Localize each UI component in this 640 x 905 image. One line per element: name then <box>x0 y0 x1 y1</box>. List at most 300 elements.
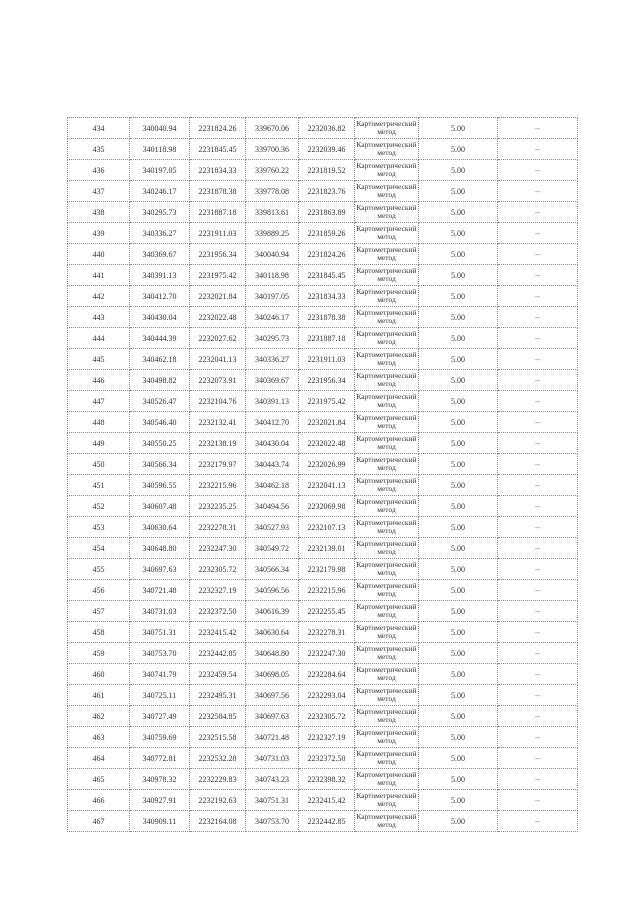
accuracy-cell: 5.00 <box>419 769 498 790</box>
x-coordinate-2-cell: 340721.48 <box>246 727 299 748</box>
point-number-cell: 450 <box>68 454 130 475</box>
y-coordinate-2-cell: 2232026.99 <box>299 454 355 475</box>
table-row <box>68 244 578 265</box>
table-row <box>68 181 578 202</box>
x-coordinate-cell: 340725.11 <box>130 685 190 706</box>
x-coordinate-cell: 340412.70 <box>130 286 190 307</box>
accuracy-cell: 5.00 <box>419 412 498 433</box>
x-coordinate-cell: 340526.47 <box>130 391 190 412</box>
accuracy-cell: 5.00 <box>419 685 498 706</box>
y-coordinate-2-cell: 2232039.46 <box>299 139 355 160</box>
y-coordinate-cell: 2232138.19 <box>190 433 246 454</box>
table-row <box>68 433 578 454</box>
y-coordinate-cell: 2232305.72 <box>190 559 246 580</box>
y-coordinate-cell: 2232495.31 <box>190 685 246 706</box>
point-number-cell: 447 <box>68 391 130 412</box>
x-coordinate-cell: 340909.11 <box>130 811 190 832</box>
y-coordinate-cell: 2232179.97 <box>190 454 246 475</box>
y-coordinate-2-cell: 2232372.50 <box>299 748 355 769</box>
method-cell: Картометрический метод <box>355 790 419 811</box>
y-coordinate-cell: 2232327.19 <box>190 580 246 601</box>
accuracy-cell: 5.00 <box>419 538 498 559</box>
point-number-cell: 438 <box>68 202 130 223</box>
y-coordinate-cell: 2232021.84 <box>190 286 246 307</box>
x-coordinate-2-cell: 340443.74 <box>246 454 299 475</box>
method-cell: Картометрический метод <box>355 748 419 769</box>
method-cell: Картометрический метод <box>355 643 419 664</box>
y-coordinate-2-cell: 2231863.89 <box>299 202 355 223</box>
accuracy-cell: 5.00 <box>419 223 498 244</box>
method-cell: Картометрический метод <box>355 118 419 139</box>
accuracy-cell: 5.00 <box>419 622 498 643</box>
point-number-cell: 454 <box>68 538 130 559</box>
y-coordinate-2-cell: 2232278.31 <box>299 622 355 643</box>
method-cell: Картометрический метод <box>355 307 419 328</box>
note-cell: -- <box>498 580 578 601</box>
y-coordinate-2-cell: 2232215.96 <box>299 580 355 601</box>
table-row <box>68 412 578 433</box>
note-cell: -- <box>498 769 578 790</box>
note-cell: -- <box>498 685 578 706</box>
note-cell: -- <box>498 202 578 223</box>
table-row <box>68 496 578 517</box>
table-row <box>68 139 578 160</box>
method-cell: Картометрический метод <box>355 475 419 496</box>
accuracy-cell: 5.00 <box>419 202 498 223</box>
table-row <box>68 643 578 664</box>
coordinates-table <box>67 117 578 832</box>
table-row <box>68 559 578 580</box>
accuracy-cell: 5.00 <box>419 517 498 538</box>
note-cell: -- <box>498 433 578 454</box>
method-cell: Картометрический метод <box>355 706 419 727</box>
accuracy-cell: 5.00 <box>419 559 498 580</box>
y-coordinate-cell: 2231824.26 <box>190 118 246 139</box>
note-cell: -- <box>498 370 578 391</box>
y-coordinate-2-cell: 2232293.04 <box>299 685 355 706</box>
x-coordinate-cell: 340246.17 <box>130 181 190 202</box>
note-cell: -- <box>498 664 578 685</box>
x-coordinate-2-cell: 339760.22 <box>246 160 299 181</box>
x-coordinate-cell: 340721.48 <box>130 580 190 601</box>
y-coordinate-2-cell: 2232021.84 <box>299 412 355 433</box>
point-number-cell: 446 <box>68 370 130 391</box>
accuracy-cell: 5.00 <box>419 391 498 412</box>
accuracy-cell: 5.00 <box>419 454 498 475</box>
y-coordinate-2-cell: 2231819.52 <box>299 160 355 181</box>
y-coordinate-cell: 2232073.91 <box>190 370 246 391</box>
note-cell: -- <box>498 601 578 622</box>
y-coordinate-2-cell: 2232036.82 <box>299 118 355 139</box>
x-coordinate-2-cell: 340753.70 <box>246 811 299 832</box>
x-coordinate-cell: 340607.48 <box>130 496 190 517</box>
point-number-cell: 436 <box>68 160 130 181</box>
point-number-cell: 456 <box>68 580 130 601</box>
table-row <box>68 160 578 181</box>
x-coordinate-cell: 340927.91 <box>130 790 190 811</box>
y-coordinate-cell: 2231975.42 <box>190 265 246 286</box>
x-coordinate-2-cell: 339889.25 <box>246 223 299 244</box>
accuracy-cell: 5.00 <box>419 244 498 265</box>
note-cell: -- <box>498 643 578 664</box>
note-cell: -- <box>498 160 578 181</box>
x-coordinate-cell: 340040.94 <box>130 118 190 139</box>
y-coordinate-2-cell: 2231823.76 <box>299 181 355 202</box>
table-row <box>68 538 578 559</box>
y-coordinate-cell: 2232504.85 <box>190 706 246 727</box>
y-coordinate-cell: 2232459.54 <box>190 664 246 685</box>
accuracy-cell: 5.00 <box>419 370 498 391</box>
y-coordinate-cell: 2231878.38 <box>190 181 246 202</box>
y-coordinate-cell: 2232235.25 <box>190 496 246 517</box>
y-coordinate-cell: 2232532.28 <box>190 748 246 769</box>
y-coordinate-cell: 2232415.42 <box>190 622 246 643</box>
y-coordinate-cell: 2232229.83 <box>190 769 246 790</box>
accuracy-cell: 5.00 <box>419 328 498 349</box>
x-coordinate-2-cell: 340698.05 <box>246 664 299 685</box>
point-number-cell: 451 <box>68 475 130 496</box>
x-coordinate-2-cell: 340648.80 <box>246 643 299 664</box>
x-coordinate-cell: 340741.79 <box>130 664 190 685</box>
point-number-cell: 437 <box>68 181 130 202</box>
accuracy-cell: 5.00 <box>419 433 498 454</box>
y-coordinate-cell: 2232132.41 <box>190 412 246 433</box>
note-cell: -- <box>498 265 578 286</box>
x-coordinate-2-cell: 340391.13 <box>246 391 299 412</box>
note-cell: -- <box>498 391 578 412</box>
y-coordinate-cell: 2232164.08 <box>190 811 246 832</box>
x-coordinate-cell: 340759.69 <box>130 727 190 748</box>
x-coordinate-2-cell: 340731.03 <box>246 748 299 769</box>
x-coordinate-2-cell: 340527.93 <box>246 517 299 538</box>
x-coordinate-cell: 340630.64 <box>130 517 190 538</box>
x-coordinate-2-cell: 339670.06 <box>246 118 299 139</box>
note-cell: -- <box>498 622 578 643</box>
y-coordinate-2-cell: 2231824.26 <box>299 244 355 265</box>
table-row <box>68 475 578 496</box>
table-row <box>68 202 578 223</box>
table-body <box>68 118 578 832</box>
note-cell: -- <box>498 790 578 811</box>
x-coordinate-cell: 340462.18 <box>130 349 190 370</box>
method-cell: Картометрический метод <box>355 433 419 454</box>
point-number-cell: 443 <box>68 307 130 328</box>
point-number-cell: 459 <box>68 643 130 664</box>
note-cell: -- <box>498 475 578 496</box>
table-row <box>68 370 578 391</box>
y-coordinate-cell: 2231887.18 <box>190 202 246 223</box>
x-coordinate-2-cell: 340697.56 <box>246 685 299 706</box>
x-coordinate-cell: 340118.98 <box>130 139 190 160</box>
x-coordinate-cell: 340596.55 <box>130 475 190 496</box>
table-row <box>68 517 578 538</box>
y-coordinate-2-cell: 2232069.98 <box>299 496 355 517</box>
y-coordinate-cell: 2232041.13 <box>190 349 246 370</box>
method-cell: Картометрический метод <box>355 265 419 286</box>
note-cell: -- <box>498 727 578 748</box>
x-coordinate-2-cell: 340616.39 <box>246 601 299 622</box>
point-number-cell: 452 <box>68 496 130 517</box>
accuracy-cell: 5.00 <box>419 139 498 160</box>
method-cell: Картометрический метод <box>355 244 419 265</box>
method-cell: Картометрический метод <box>355 139 419 160</box>
note-cell: -- <box>498 244 578 265</box>
point-number-cell: 442 <box>68 286 130 307</box>
table-row <box>68 580 578 601</box>
y-coordinate-2-cell: 2231911.03 <box>299 349 355 370</box>
point-number-cell: 460 <box>68 664 130 685</box>
x-coordinate-cell: 340430.04 <box>130 307 190 328</box>
y-coordinate-2-cell: 2232107.13 <box>299 517 355 538</box>
note-cell: -- <box>498 496 578 517</box>
x-coordinate-cell: 340391.13 <box>130 265 190 286</box>
point-number-cell: 458 <box>68 622 130 643</box>
y-coordinate-2-cell: 2232022.48 <box>299 433 355 454</box>
y-coordinate-2-cell: 2232442.85 <box>299 811 355 832</box>
accuracy-cell: 5.00 <box>419 748 498 769</box>
x-coordinate-cell: 340566.34 <box>130 454 190 475</box>
method-cell: Картометрический метод <box>355 202 419 223</box>
note-cell: -- <box>498 307 578 328</box>
method-cell: Картометрический метод <box>355 559 419 580</box>
note-cell: -- <box>498 412 578 433</box>
method-cell: Картометрический метод <box>355 685 419 706</box>
x-coordinate-cell: 340753.70 <box>130 643 190 664</box>
x-coordinate-2-cell: 340462.18 <box>246 475 299 496</box>
accuracy-cell: 5.00 <box>419 727 498 748</box>
accuracy-cell: 5.00 <box>419 580 498 601</box>
point-number-cell: 449 <box>68 433 130 454</box>
x-coordinate-2-cell: 340751.31 <box>246 790 299 811</box>
note-cell: -- <box>498 139 578 160</box>
y-coordinate-2-cell: 2231859.26 <box>299 223 355 244</box>
table-row <box>68 118 578 139</box>
x-coordinate-2-cell: 340630.64 <box>246 622 299 643</box>
accuracy-cell: 5.00 <box>419 286 498 307</box>
y-coordinate-2-cell: 2232247.30 <box>299 643 355 664</box>
note-cell: -- <box>498 181 578 202</box>
table-row <box>68 265 578 286</box>
x-coordinate-cell: 340772.81 <box>130 748 190 769</box>
point-number-cell: 445 <box>68 349 130 370</box>
table-row <box>68 349 578 370</box>
y-coordinate-2-cell: 2231956.34 <box>299 370 355 391</box>
table-row <box>68 685 578 706</box>
x-coordinate-2-cell: 340549.72 <box>246 538 299 559</box>
x-coordinate-cell: 340978.32 <box>130 769 190 790</box>
point-number-cell: 439 <box>68 223 130 244</box>
accuracy-cell: 5.00 <box>419 790 498 811</box>
method-cell: Картометрический метод <box>355 811 419 832</box>
point-number-cell: 467 <box>68 811 130 832</box>
x-coordinate-2-cell: 340743.23 <box>246 769 299 790</box>
accuracy-cell: 5.00 <box>419 643 498 664</box>
y-coordinate-2-cell: 2232305.72 <box>299 706 355 727</box>
table-row <box>68 307 578 328</box>
accuracy-cell: 5.00 <box>419 496 498 517</box>
method-cell: Картометрический метод <box>355 391 419 412</box>
table-row <box>68 727 578 748</box>
note-cell: -- <box>498 328 578 349</box>
y-coordinate-2-cell: 2231845.45 <box>299 265 355 286</box>
note-cell: -- <box>498 811 578 832</box>
x-coordinate-2-cell: 340697.63 <box>246 706 299 727</box>
method-cell: Картометрический метод <box>355 349 419 370</box>
x-coordinate-cell: 340731.03 <box>130 601 190 622</box>
method-cell: Картометрический метод <box>355 622 419 643</box>
y-coordinate-2-cell: 2231887.18 <box>299 328 355 349</box>
note-cell: -- <box>498 223 578 244</box>
accuracy-cell: 5.00 <box>419 664 498 685</box>
table-row <box>68 328 578 349</box>
accuracy-cell: 5.00 <box>419 811 498 832</box>
y-coordinate-2-cell: 2232327.19 <box>299 727 355 748</box>
y-coordinate-2-cell: 2231975.42 <box>299 391 355 412</box>
y-coordinate-2-cell: 2231834.33 <box>299 286 355 307</box>
y-coordinate-cell: 2232278.31 <box>190 517 246 538</box>
accuracy-cell: 5.00 <box>419 706 498 727</box>
point-number-cell: 463 <box>68 727 130 748</box>
y-coordinate-2-cell: 2232041.13 <box>299 475 355 496</box>
y-coordinate-cell: 2231956.34 <box>190 244 246 265</box>
note-cell: -- <box>498 706 578 727</box>
table-row <box>68 748 578 769</box>
point-number-cell: 440 <box>68 244 130 265</box>
note-cell: -- <box>498 454 578 475</box>
x-coordinate-cell: 340648.80 <box>130 538 190 559</box>
method-cell: Картометрический метод <box>355 580 419 601</box>
note-cell: -- <box>498 118 578 139</box>
point-number-cell: 434 <box>68 118 130 139</box>
y-coordinate-2-cell: 2232415.42 <box>299 790 355 811</box>
method-cell: Картометрический метод <box>355 328 419 349</box>
method-cell: Картометрический метод <box>355 286 419 307</box>
x-coordinate-2-cell: 340369.67 <box>246 370 299 391</box>
y-coordinate-cell: 2232022.48 <box>190 307 246 328</box>
x-coordinate-2-cell: 340430.04 <box>246 433 299 454</box>
y-coordinate-cell: 2231845.45 <box>190 139 246 160</box>
table-row <box>68 286 578 307</box>
x-coordinate-cell: 340336.27 <box>130 223 190 244</box>
y-coordinate-2-cell: 2232139.01 <box>299 538 355 559</box>
x-coordinate-cell: 340550.25 <box>130 433 190 454</box>
table-row <box>68 391 578 412</box>
x-coordinate-cell: 340197.05 <box>130 160 190 181</box>
point-number-cell: 464 <box>68 748 130 769</box>
point-number-cell: 444 <box>68 328 130 349</box>
x-coordinate-2-cell: 340412.70 <box>246 412 299 433</box>
point-number-cell: 455 <box>68 559 130 580</box>
y-coordinate-2-cell: 2231878.38 <box>299 307 355 328</box>
x-coordinate-cell: 340546.40 <box>130 412 190 433</box>
y-coordinate-2-cell: 2232179.98 <box>299 559 355 580</box>
x-coordinate-cell: 340444.39 <box>130 328 190 349</box>
table-row <box>68 622 578 643</box>
x-coordinate-cell: 340751.31 <box>130 622 190 643</box>
x-coordinate-2-cell: 340494.56 <box>246 496 299 517</box>
method-cell: Картометрический метод <box>355 370 419 391</box>
table-row <box>68 454 578 475</box>
y-coordinate-cell: 2232515.58 <box>190 727 246 748</box>
method-cell: Картометрический метод <box>355 727 419 748</box>
x-coordinate-2-cell: 339813.61 <box>246 202 299 223</box>
note-cell: -- <box>498 538 578 559</box>
accuracy-cell: 5.00 <box>419 265 498 286</box>
y-coordinate-2-cell: 2232398.32 <box>299 769 355 790</box>
y-coordinate-cell: 2232027.62 <box>190 328 246 349</box>
method-cell: Картометрический метод <box>355 412 419 433</box>
accuracy-cell: 5.00 <box>419 181 498 202</box>
x-coordinate-2-cell: 340040.94 <box>246 244 299 265</box>
x-coordinate-2-cell: 340197.05 <box>246 286 299 307</box>
y-coordinate-2-cell: 2232255.45 <box>299 601 355 622</box>
table-row <box>68 811 578 832</box>
point-number-cell: 453 <box>68 517 130 538</box>
y-coordinate-cell: 2232442.85 <box>190 643 246 664</box>
method-cell: Картометрический метод <box>355 496 419 517</box>
table-row <box>68 601 578 622</box>
y-coordinate-cell: 2231834.33 <box>190 160 246 181</box>
table-row <box>68 769 578 790</box>
y-coordinate-2-cell: 2232284.64 <box>299 664 355 685</box>
point-number-cell: 466 <box>68 790 130 811</box>
note-cell: -- <box>498 349 578 370</box>
accuracy-cell: 5.00 <box>419 118 498 139</box>
x-coordinate-cell: 340498.82 <box>130 370 190 391</box>
point-number-cell: 461 <box>68 685 130 706</box>
accuracy-cell: 5.00 <box>419 601 498 622</box>
accuracy-cell: 5.00 <box>419 307 498 328</box>
y-coordinate-cell: 2231911.03 <box>190 223 246 244</box>
method-cell: Картометрический метод <box>355 664 419 685</box>
x-coordinate-cell: 340697.63 <box>130 559 190 580</box>
method-cell: Картометрический метод <box>355 454 419 475</box>
x-coordinate-2-cell: 340566.34 <box>246 559 299 580</box>
x-coordinate-2-cell: 340246.17 <box>246 307 299 328</box>
point-number-cell: 465 <box>68 769 130 790</box>
method-cell: Картометрический метод <box>355 601 419 622</box>
accuracy-cell: 5.00 <box>419 475 498 496</box>
accuracy-cell: 5.00 <box>419 160 498 181</box>
note-cell: -- <box>498 559 578 580</box>
method-cell: Картометрический метод <box>355 538 419 559</box>
point-number-cell: 457 <box>68 601 130 622</box>
y-coordinate-cell: 2232215.96 <box>190 475 246 496</box>
x-coordinate-cell: 340369.67 <box>130 244 190 265</box>
x-coordinate-2-cell: 339700.36 <box>246 139 299 160</box>
x-coordinate-2-cell: 340596.56 <box>246 580 299 601</box>
x-coordinate-2-cell: 340295.73 <box>246 328 299 349</box>
point-number-cell: 435 <box>68 139 130 160</box>
x-coordinate-2-cell: 339778.08 <box>246 181 299 202</box>
y-coordinate-cell: 2232247.30 <box>190 538 246 559</box>
method-cell: Картометрический метод <box>355 160 419 181</box>
y-coordinate-cell: 2232192.63 <box>190 790 246 811</box>
method-cell: Картометрический метод <box>355 769 419 790</box>
note-cell: -- <box>498 517 578 538</box>
x-coordinate-2-cell: 340336.27 <box>246 349 299 370</box>
table-row <box>68 664 578 685</box>
note-cell: -- <box>498 748 578 769</box>
table-row <box>68 706 578 727</box>
y-coordinate-cell: 2232104.76 <box>190 391 246 412</box>
method-cell: Картометрический метод <box>355 223 419 244</box>
method-cell: Картометрический метод <box>355 517 419 538</box>
point-number-cell: 462 <box>68 706 130 727</box>
method-cell: Картометрический метод <box>355 181 419 202</box>
table-row <box>68 790 578 811</box>
point-number-cell: 441 <box>68 265 130 286</box>
